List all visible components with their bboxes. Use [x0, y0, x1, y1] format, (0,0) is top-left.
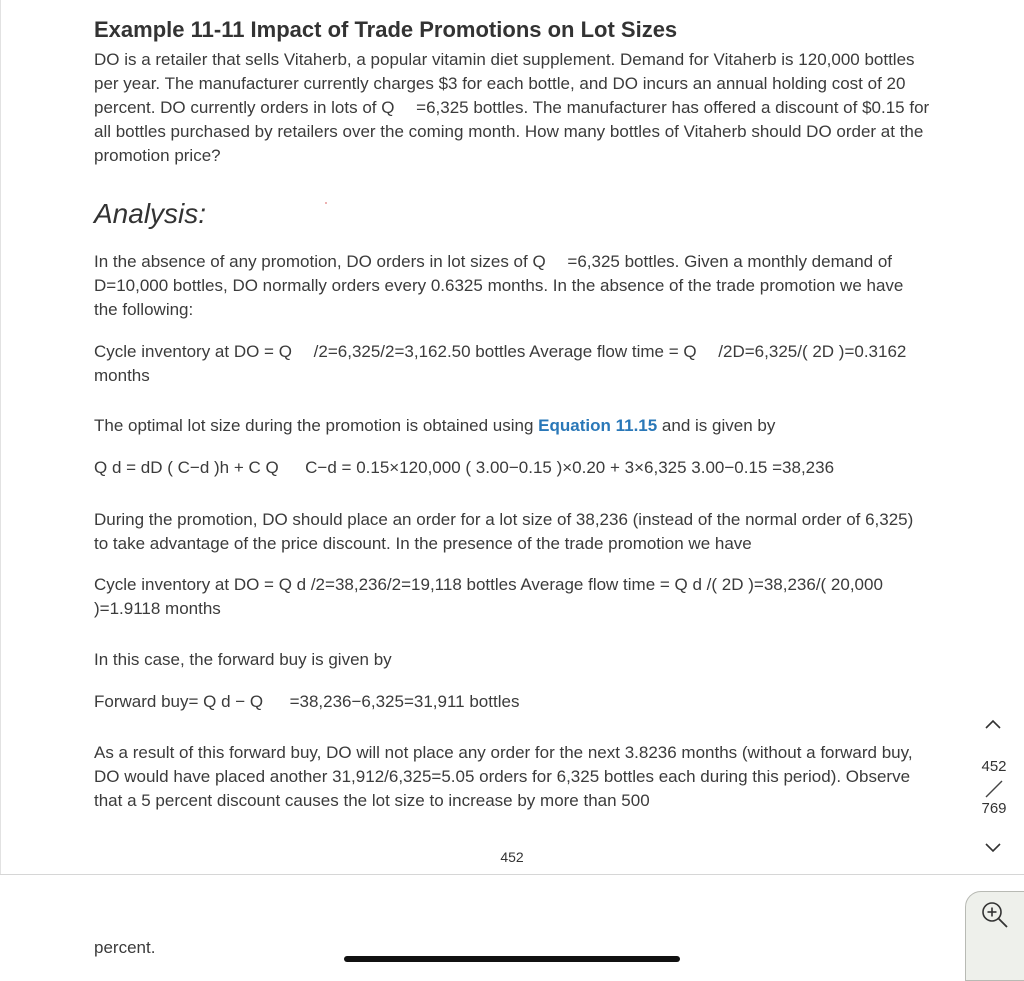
equation-cycle-inventory-normal: Cycle inventory at DO = Q /2=6,325/2=3,162.50 bottles Average flow time = Q /2D=6,325/( 2D )=0.3162 months	[94, 342, 912, 385]
stray-mark	[325, 202, 327, 204]
page-divider	[0, 874, 1024, 875]
analysis-paragraph-2	[94, 414, 930, 438]
example-title: Example 11-11 Impact of Trade Promotions on Lot Sizes	[94, 17, 678, 42]
analysis-paragraph-5: As a result of this forward buy, DO will not place any order for the next 3.8236 months (without a forward buy, DO would have placed another 31,912/6,325=5.05 orders for 6,325 bottles each during this period). Observe that a 5 percent discount causes the lot size to increase by more than 500	[94, 743, 913, 810]
zoom-tab[interactable]	[965, 891, 1024, 981]
next-page-text: percent.	[94, 938, 156, 957]
equation-cycle-inventory-promotion: Cycle inventory at DO = Q d /2=38,236/2=19,118 bottles Average flow time = Q d /( 2D )=38,236/( 20,000 )=1.9118 months	[94, 575, 883, 618]
analysis-heading: Analysis:	[94, 198, 207, 229]
equation-forward-buy: Forward buy= Q d − Q =38,236−6,325=31,911 bottles	[94, 692, 520, 711]
analysis-paragraph-2-end: and is given by	[657, 416, 776, 435]
chevron-up-icon[interactable]	[981, 714, 1005, 734]
zoom-in-icon[interactable]	[980, 900, 1010, 930]
scroll-indicator[interactable]	[344, 956, 680, 962]
total-page-count: 769	[981, 800, 1007, 817]
analysis-paragraph-3: During the promotion, DO should place an order for a lot size of 38,236 (instead of the normal order of 6,325) to take advantage of the price discount. In the presence of the trade promotion we have	[94, 510, 914, 553]
page-number: 452	[500, 849, 524, 865]
problem-statement: DO is a retailer that sells Vitaherb, a popular vitamin diet supplement. Demand for Vitaherb is 120,000 bottles per year. The manufacturer currently charges $3 for each bottle, and DO incurs an annual holding cost of 20 percent. DO currently orders in lots of Q =6,325 bottles. The manufacturer has offered a discount of $0.15 for all bottles purchased by retailers over the coming month. How many bottles of Vitaherb should DO order at the promotion price?	[94, 50, 930, 165]
equation-optimal-lot-size: Q d = dD ( C−d )h + C Q C−d = 0.15×120,000 ( 3.00−0.15 )×0.20 + 3×6,325 3.00−0.15 =38,236	[94, 458, 835, 477]
page-navigator	[965, 712, 1021, 862]
chevron-down-icon[interactable]	[981, 838, 1005, 858]
page-separator-slash	[983, 778, 1005, 800]
analysis-paragraph-1: In the absence of any promotion, DO orders in lot sizes of Q =6,325 bottles. Given a monthly demand of D=10,000 bottles, DO normally orders every 0.6325 months. In the absence of the trade promotion we have the following:	[94, 252, 904, 319]
analysis-paragraph-2-text: The optimal lot size during the promotion is obtained using	[94, 416, 539, 435]
current-page-number: 452	[981, 758, 1007, 775]
page-left-edge	[0, 0, 1, 874]
equation-link[interactable]: Equation 11.15	[538, 416, 658, 435]
analysis-paragraph-4: In this case, the forward buy is given by	[94, 650, 392, 669]
